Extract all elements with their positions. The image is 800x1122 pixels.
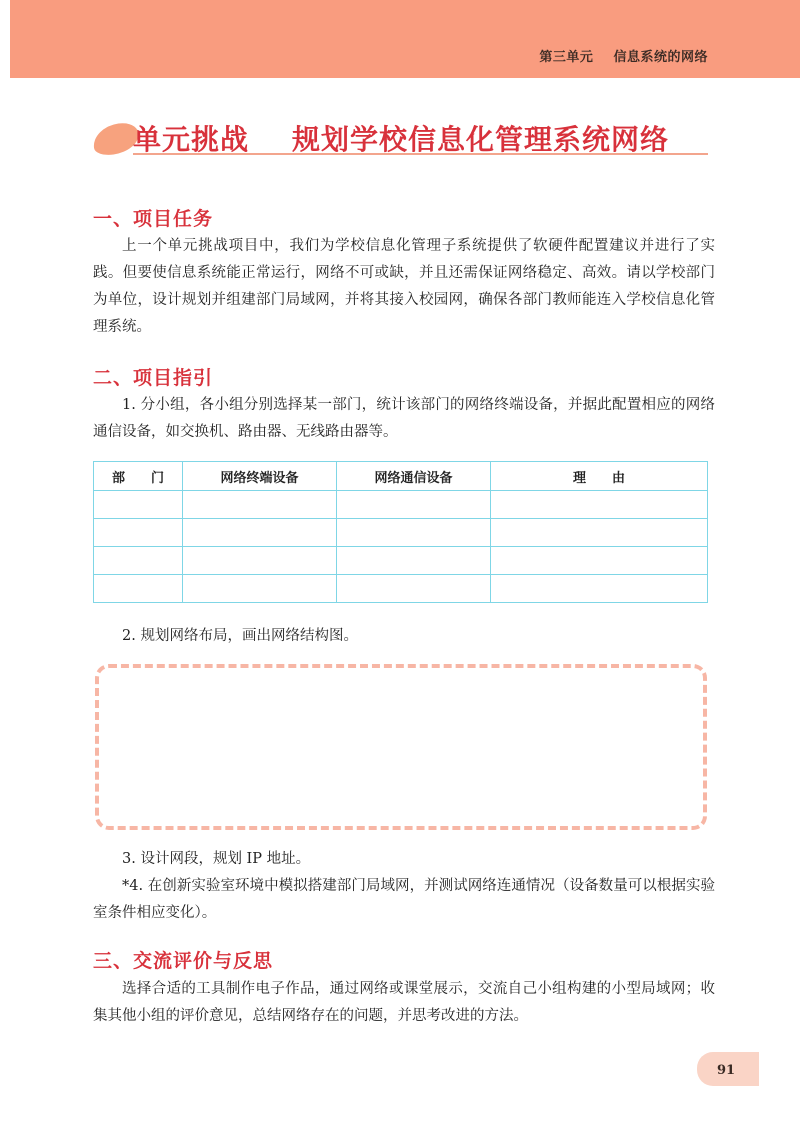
table-cell[interactable] xyxy=(94,575,183,603)
section-heading-evaluation: 三、交流评价与反思 xyxy=(93,950,274,972)
title-underline xyxy=(133,153,708,155)
table-header-department: 部 门 xyxy=(94,462,183,491)
table-cell[interactable] xyxy=(94,491,183,519)
table-cell[interactable] xyxy=(491,575,708,603)
table-row xyxy=(94,519,708,547)
table-cell[interactable] xyxy=(94,547,183,575)
evaluation-paragraph: 选择合适的工具制作电子作品，通过网络或课堂展示，交流自己小组构建的小型局域网；收集其他小组的评价意见，总结网络存在的问题，并思考改进的方法。 xyxy=(93,981,715,1024)
table-cell[interactable] xyxy=(183,491,337,519)
device-table xyxy=(93,461,708,603)
table-cell[interactable] xyxy=(337,519,491,547)
table-header-terminal-devices: 网络终端设备 xyxy=(183,462,337,491)
task-paragraph: 上一个单元挑战项目中，我们为学校信息化管理子系统提供了软硬件配置建议并进行了实践。但要使信息系统能正常运行，网络不可或缺，并且还需保证网络稳定、高效。请以学校部门为单位，设计规划并组建部门局域网，并将其接入校园网，确保各部门教师能连入学校信息化管理系统。 xyxy=(93,238,715,335)
table-cell[interactable] xyxy=(491,519,708,547)
table-header-row xyxy=(94,462,708,491)
header-band xyxy=(10,0,800,78)
table-cell[interactable] xyxy=(337,491,491,519)
page-title: 单元挑战 规划学校信息化管理系统网络 xyxy=(133,123,669,156)
table-cell[interactable] xyxy=(491,491,708,519)
table-cell[interactable] xyxy=(183,575,337,603)
section-heading-task: 一、项目任务 xyxy=(93,208,214,230)
guide-step-3: 3. 设计网段，规划 IP 地址。 xyxy=(122,851,311,867)
guide-step-1: 1. 分小组，各小组分别选择某一部门，统计该部门的网络终端设备，并据此配置相应的网络通信设备，如交换机、路由器、无线路由器等。 xyxy=(93,397,715,440)
table-cell[interactable] xyxy=(337,547,491,575)
guide-step-4: *4. 在创新实验室环境中模拟搭建部门局域网，并测试网络连通情况（设备数量可以根据实验室条件相应变化）。 xyxy=(93,878,715,921)
page-title-block xyxy=(93,118,708,158)
table-cell[interactable] xyxy=(183,547,337,575)
table-cell[interactable] xyxy=(94,519,183,547)
table-row xyxy=(94,547,708,575)
network-diagram-drawing-area[interactable] xyxy=(95,664,707,830)
table-header-reason: 理 由 xyxy=(491,462,708,491)
table-cell[interactable] xyxy=(337,575,491,603)
table-header-communication-devices: 网络通信设备 xyxy=(337,462,491,491)
table-cell[interactable] xyxy=(491,547,708,575)
table-row xyxy=(94,491,708,519)
page-number: 91 xyxy=(717,1063,736,1078)
guide-step-2: 2. 规划网络布局，画出网络结构图。 xyxy=(122,628,358,644)
unit-title: 第三单元 信息系统的网络 xyxy=(539,50,708,65)
section-heading-guide: 二、项目指引 xyxy=(93,367,214,389)
table-row xyxy=(94,575,708,603)
table-cell[interactable] xyxy=(183,519,337,547)
